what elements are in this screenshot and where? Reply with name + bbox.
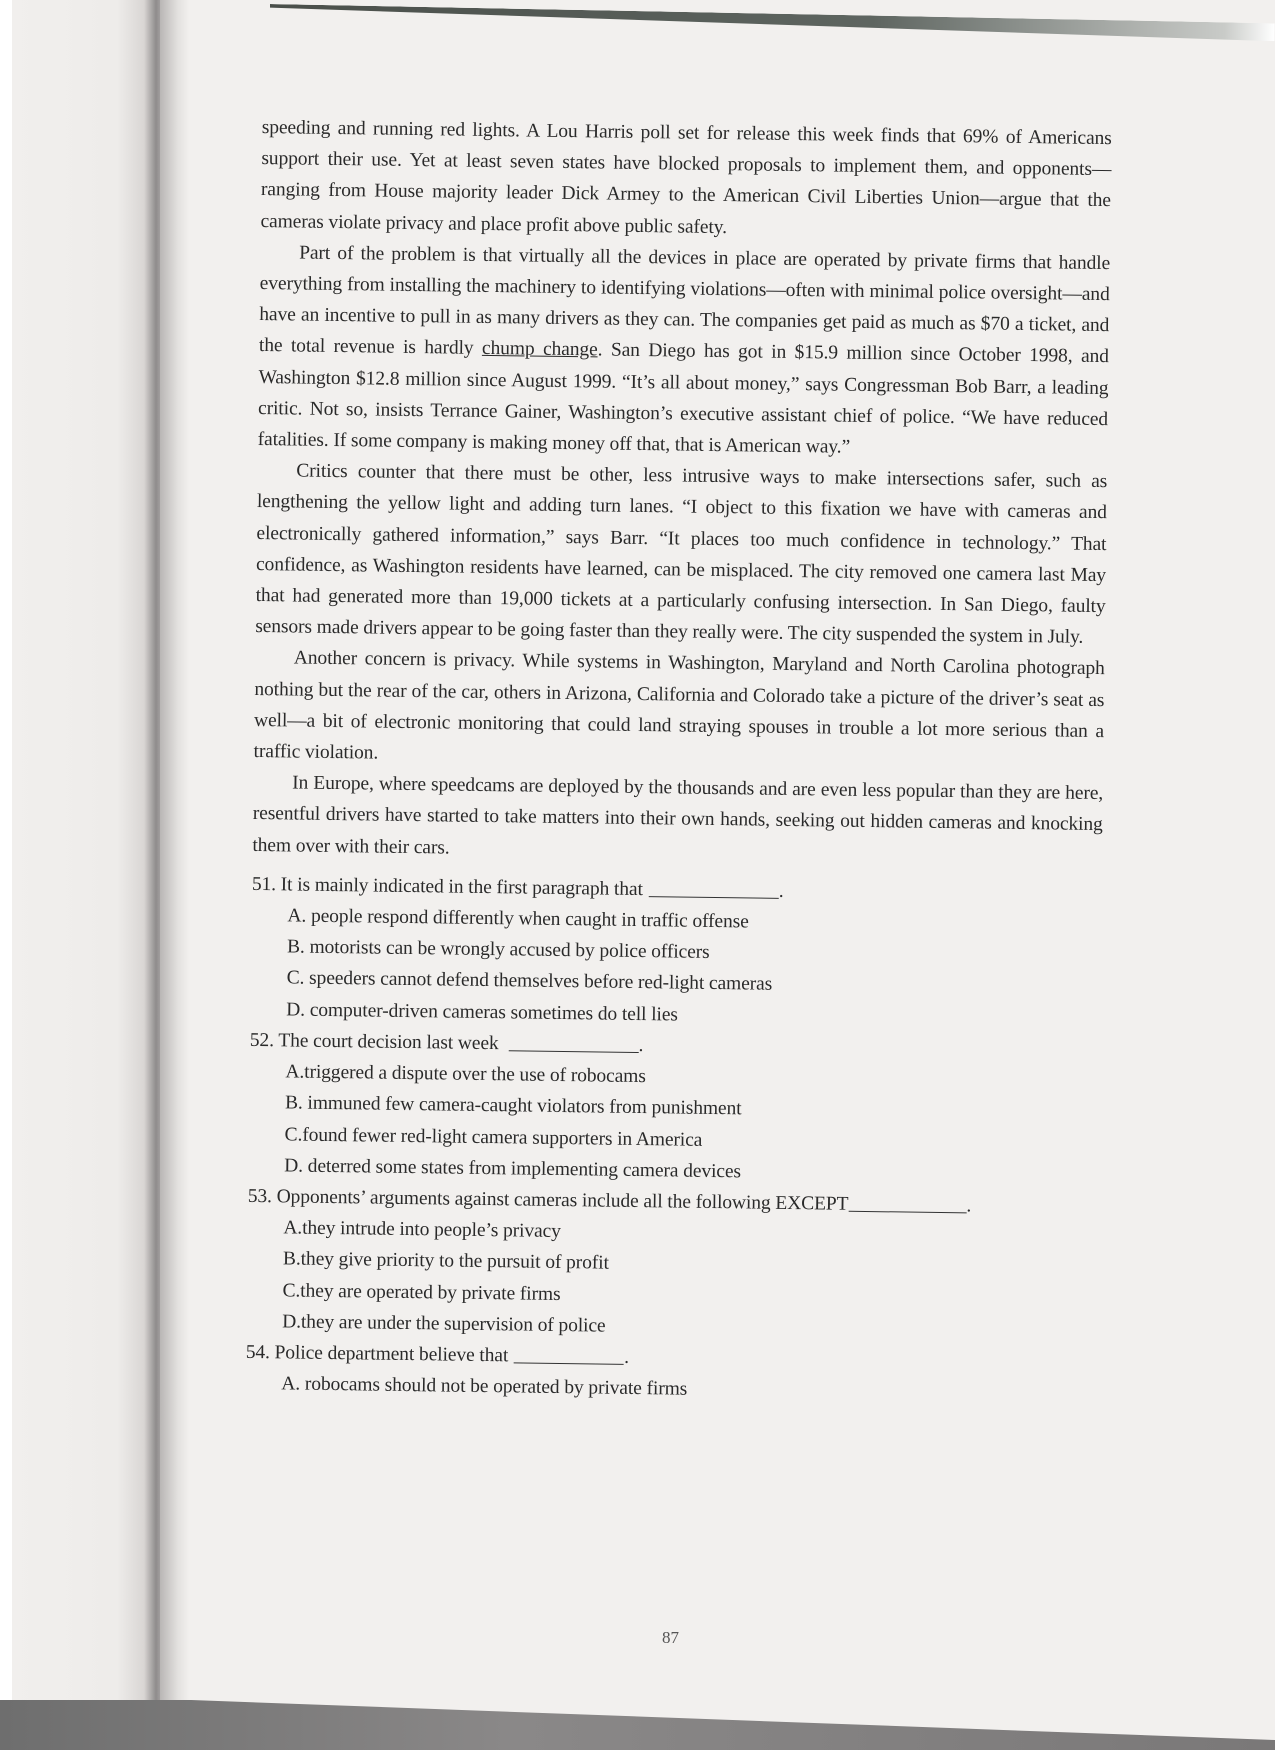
- question-stem-end: .: [966, 1195, 972, 1217]
- option-a: A.triggered a dispute over the use of robocams: [285, 1061, 646, 1088]
- option-d: D. computer-driven cameras sometimes do tell lies: [286, 999, 678, 1026]
- passage-paragraph-1: [260, 112, 1112, 248]
- question-stem-end: .: [638, 1034, 644, 1056]
- underlined-phrase: chump change: [481, 338, 598, 361]
- paragraph-text: . San Diego has got in $15.9 million since October 1998, and Washington $12.8 million since August 1999. “It’s all about money,” says Congressman Bob Barr, a leading critic. Not so, insists Terrance Gainer, Washington’s executive assistant chief of police. “We have reduced fatalities. If some company is making money off that, that is American way.”: [257, 339, 1110, 458]
- facing-page-edge: [12, 0, 162, 1700]
- option-c: C.found fewer red-light camera supporters in America: [284, 1123, 703, 1151]
- paragraph-text: Part of the problem is that virtually all the devices in place are operated by private firms that handle everything from installing the machinery to identifying violations—often with minimal police oversight—and have an incentive to pull in as many drivers as they can. The companies get paid as much as $70 a ticket, and the total revenue is hardly: [258, 242, 1111, 360]
- bottom-edge-shadow: [0, 1700, 1275, 1750]
- question-51: [250, 869, 1102, 1036]
- option-a: A. people respond differently when caught in traffic offense: [287, 905, 749, 933]
- passage-paragraph-4: [253, 642, 1105, 778]
- paragraph-text: Another concern is privacy. While systems in Washington, Maryland and North Carolina photograph nothing but the rear of the car, others in Arizona, California and Colorado take a picture of the driver’s seat as well—a bit of electronic monitoring that could land straying spouses in trouble a lot more serious than a traffic violation.: [253, 647, 1105, 764]
- question-stem-text: 52. The court decision last week: [249, 1029, 499, 1055]
- option-c: C.they are operated by private firms: [282, 1279, 561, 1305]
- question-stem-end: .: [624, 1346, 630, 1368]
- scan-left-margin: [0, 0, 12, 1750]
- book-page: [245, 112, 1112, 1410]
- question-stem-text: 51. It is mainly indicated in the first paragraph that: [251, 873, 643, 900]
- option-b: B.they give priority to the pursuit of profit: [282, 1248, 609, 1274]
- question-stem-text: 54. Police department believe that: [245, 1341, 509, 1367]
- question-stem-text: 53. Opponents’ arguments against cameras include all the following EXCEPT: [247, 1185, 849, 1215]
- question-52: [248, 1025, 1100, 1192]
- top-edge-shadow: [270, 4, 1275, 41]
- paragraph-text: In Europe, where speedcams are deployed by the thousands and are even less popular than they are here, resentful drivers have started to take matters into their own hands, seeking out hidden cameras and knocking them over with their cars.: [252, 772, 1104, 859]
- passage-paragraph-5: [252, 767, 1103, 872]
- option-d: D. deterred some states from implementing camera devices: [284, 1155, 742, 1183]
- answer-blank: [848, 1191, 966, 1213]
- answer-blank: [509, 1031, 639, 1053]
- option-c: C. speeders cannot defend themselves before red-light cameras: [286, 967, 773, 996]
- answer-blank: [649, 877, 779, 899]
- answer-blank: [514, 1343, 624, 1365]
- paragraph-text: speeding and running red lights. A Lou Harris poll set for release this week finds that 69% of Americans support their use. Yet at least seven states have blocked proposals to implement them, and opponents—ranging from House majority leader Dick Armey to the American Civil Liberties Union—argue that the cameras violate privacy and place profit above public safety.: [260, 116, 1112, 238]
- question-stem-end: .: [778, 880, 784, 902]
- reading-passage: [252, 112, 1112, 872]
- option-b: B. motorists can be wrongly accused by police officers: [286, 936, 710, 964]
- question-54: [245, 1337, 1096, 1411]
- question-53: [246, 1181, 1098, 1348]
- option-a: A. robocams should not be operated by private firms: [281, 1373, 688, 1400]
- passage-paragraph-2: [258, 237, 1111, 467]
- passage-paragraph-3: [255, 455, 1107, 653]
- book-gutter-shadow: [160, 0, 190, 1700]
- option-b: B. immuned few camera-caught violators from punishment: [284, 1092, 742, 1120]
- page-number: 87: [662, 1628, 679, 1647]
- question-list: [245, 869, 1102, 1411]
- paragraph-text: Critics counter that there must be other, less intrusive ways to make intersections safer, such as lengthening the yellow light and adding turn lanes. “I object to this fixation we have with cameras and electronically gathered information,” says Barr. “It places too much confidence in technology.” That confidence, as Washington residents have learned, can be misplaced. The city removed one camera last May that had generated more than 19,000 tickets at a particularly confusing intersection. In San Diego, faulty sensors made drivers appear to be going faster than they really were. The city suspended the system in July.: [255, 460, 1108, 649]
- option-a: A.they intrude into people’s privacy: [283, 1217, 561, 1243]
- option-d: D.they are under the supervision of police: [282, 1311, 606, 1337]
